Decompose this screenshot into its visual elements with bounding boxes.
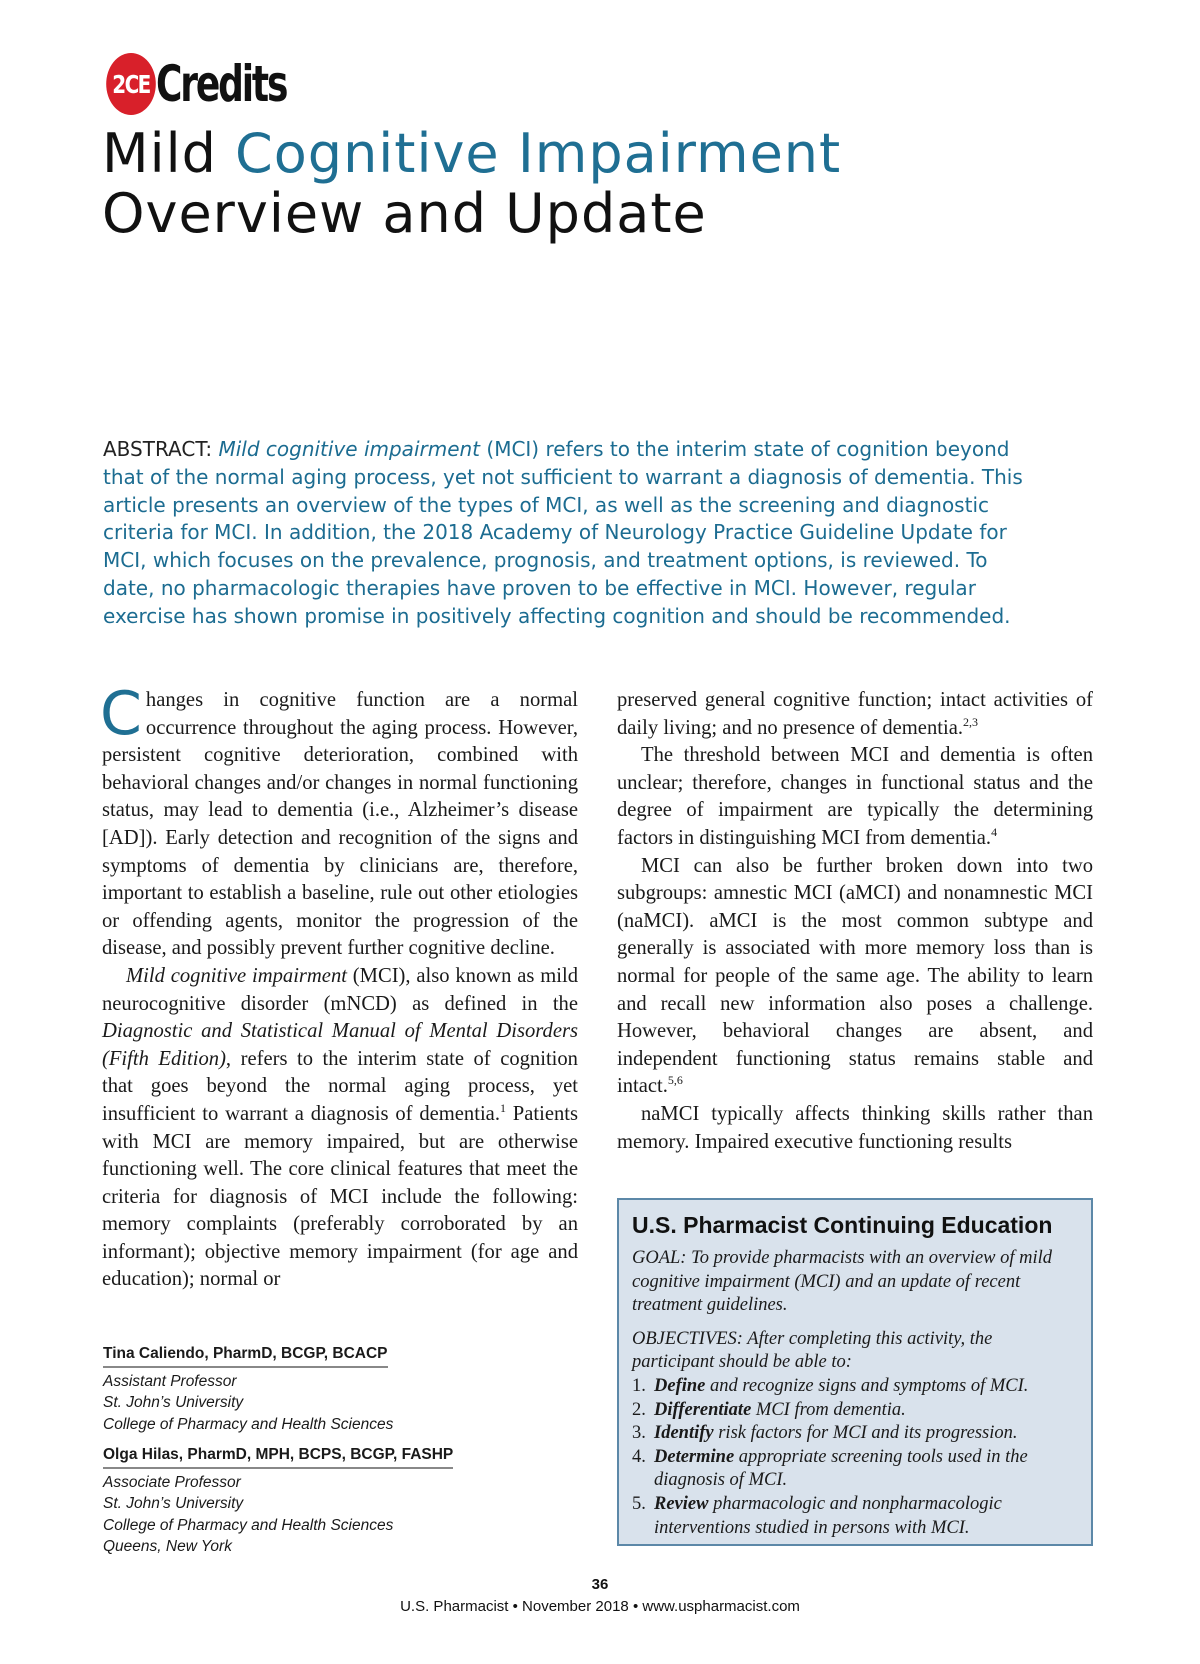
paragraph-subgroups	[617, 853, 1093, 1101]
author-affiliation-line: College of Pharmacy and Health Sciences	[103, 1516, 394, 1534]
citation: 1	[499, 1101, 506, 1116]
objective-text	[654, 1446, 1075, 1493]
paragraph-intro	[100, 679, 578, 963]
objectives-intro	[632, 1328, 1075, 1375]
ce-goal	[632, 1247, 1075, 1318]
paragraph-namci	[617, 1101, 1093, 1156]
article-title	[102, 124, 1102, 244]
abstract	[103, 436, 1043, 631]
p2-text-c: Patients with MCI are memory impaired, but are otherwise functioning well. The core clinical features that meet the criteria for diagnosis of MCI include the following: memory complaints (preferably corroborated by an informant); objective memory impairment (for age and education); normal or	[102, 1102, 578, 1291]
ce-badge: 2CE	[106, 53, 156, 115]
objective-text	[654, 1493, 1075, 1540]
objective-number: 5.	[632, 1493, 646, 1514]
objective-text	[654, 1399, 906, 1423]
objective-item	[632, 1422, 1075, 1446]
objective-rest: risk factors for MCI and its progression.	[713, 1423, 1018, 1444]
objective-rest: appropriate screening tools used in the diagnosis of MCI.	[654, 1446, 1028, 1491]
p2-text-b: , refers to the interim state of cognition that goes beyond the normal aging process, yet insufficient to warrant a diagnosis of dementia.	[102, 1047, 578, 1125]
citation: 2,3	[962, 714, 978, 729]
title-line1-highlight: Cognitive Impairment	[235, 122, 842, 185]
author-affiliation-line: Associate Professor	[103, 1473, 241, 1491]
title-line2: Overview and Update	[102, 182, 707, 245]
author-name: Tina Caliendo, PharmD, BCGP, BCACP	[103, 1343, 388, 1368]
objective-item	[632, 1375, 1075, 1399]
body-column-left	[100, 679, 578, 1294]
p4-text: The threshold between MCI and dementia is often unclear; therefore, changes in functional status and the degree of impairment are typically the determining factors in distinguishing MCI from dementia.	[617, 744, 1093, 849]
objective-number: 4.	[632, 1446, 646, 1467]
abstract-text: (MCI) refers to the interim state of cognition beyond that of the normal aging process, yet not sufficient to warrant a diagnosis of dementia. This article presents an overview of the types of MCI, as well as the screening and diagnostic criteria for MCI. In addition, the 2018 Academy of Neurology Practice Guideline Update for MCI, which focuses on the prevalence, prognosis, and treatment options, is reviewed. To date, no pharmacologic therapies have proven to be effective in MCI. However, regular exercise has shown promise in positively affecting cognition and should be recommended.	[103, 437, 1023, 628]
author-affiliation-line: St. John’s University	[103, 1394, 244, 1411]
objective-rest: and recognize signs and symptoms of MCI.	[705, 1375, 1029, 1396]
paragraph-intro-text: hanges in cognitive function are a normal occurrence throughout the aging process. However, persistent cognitive deterioration, combined with behavioral changes and/or changes in normal functioning status, may lead to dementia (i.e., Alzheimer’s disease [AD]). Early detection and recognition of the signs and symptoms of dementia by clinicians are, therefore, important to establish a baseline, rule out other etiologies or offending agents, monitor the progression of the disease, and possibly prevent further cognitive decline.	[102, 689, 578, 960]
objective-item	[632, 1493, 1075, 1540]
paragraph-mci-definition	[102, 963, 578, 1294]
term-mci: Mild cognitive impairment	[126, 964, 347, 987]
objective-number: 3.	[632, 1423, 646, 1444]
objective-verb: Differentiate	[654, 1399, 752, 1420]
objective-item	[632, 1399, 1075, 1423]
ce-heading: U.S. Pharmacist Continuing Education	[632, 1212, 1053, 1238]
p6-text: naMCI typically affects thinking skills rather than memory. Impaired executive functioning results	[617, 1102, 1093, 1153]
objectives-list	[632, 1375, 1075, 1540]
p2-text-a: (MCI), also known as mild neurocognitive disorder (mNCD) as defined in the	[102, 964, 578, 1015]
objective-verb: Review	[654, 1493, 709, 1514]
citation: 4	[991, 825, 998, 840]
goal-label	[632, 1248, 686, 1268]
author-affiliation-line: College of Pharmacy and Health Sciences	[103, 1415, 394, 1433]
p3-text: preserved general cognitive function; intact activities of daily living; and no presence of dementia.	[617, 689, 1093, 739]
dsm-title: Diagnostic and Statistical Manual of Mental Disorders (Fifth Edition)	[102, 1020, 578, 1070]
objective-verb: Determine	[654, 1446, 735, 1467]
ce-credits-logo	[100, 52, 337, 116]
author-entry	[103, 1343, 579, 1435]
objective-number: 1.	[632, 1375, 646, 1396]
abstract-term: Mild cognitive impairment	[218, 437, 481, 461]
p5-text: MCI can also be further broken down into two subgroups: amnestic MCI (aMCI) and nonamnestic MCI (naMCI). aMCI is the most common subtype and generally is associated with more memory loss than is normal for people of the same age. The ability to learn and recall new information also poses a challenge. However, behavioral changes are absent, and independent functioning status remains stable and intact.	[617, 854, 1093, 1098]
drop-cap: C	[100, 679, 142, 749]
objectives-label: OBJECTIVES:	[632, 1328, 743, 1349]
objective-verb: Identify	[654, 1423, 714, 1444]
author-entry	[103, 1444, 579, 1558]
objective-verb: Define	[654, 1375, 706, 1396]
author-affiliation-line: Queens, New York	[103, 1538, 232, 1555]
ce-info-box	[617, 1198, 1093, 1546]
author-block	[103, 1343, 579, 1567]
author-name: Olga Hilas, PharmD, MPH, BCPS, BCGP, FASHP	[103, 1444, 453, 1469]
footer-citation: U.S. Pharmacist • November 2018 • www.uspharmacist.com	[400, 1598, 800, 1615]
paragraph-continued	[617, 687, 1093, 742]
paragraph-threshold	[617, 742, 1093, 852]
title-line1-prefix: Mild	[102, 122, 236, 185]
citation: 5,6	[667, 1073, 683, 1088]
objective-number: 2.	[632, 1399, 646, 1420]
goal-text: To provide pharmacists with an overview of mild cognitive impairment (MCI) and an update of recent treatment guidelines.	[632, 1248, 1053, 1316]
objectives-intro-text: After completing this activity, the participant should be able to:	[632, 1328, 993, 1373]
ce-objectives	[632, 1328, 1075, 1540]
credits-wordmark: Credits	[156, 55, 287, 113]
body-column-right	[617, 687, 1093, 1156]
abstract-label: ABSTRACT:	[103, 437, 219, 461]
author-affiliation-line: Assistant Professor	[103, 1372, 237, 1390]
page-number: 36	[591, 1576, 609, 1593]
author-affiliation-line: St. John’s University	[103, 1495, 244, 1512]
objective-item	[632, 1446, 1075, 1493]
objective-rest: MCI from dementia.	[751, 1399, 906, 1420]
objective-rest: pharmacologic and nonpharmacologic interventions studied in persons with MCI.	[654, 1493, 1002, 1538]
objective-text	[654, 1375, 1028, 1399]
goal-label-text: GOAL:	[632, 1248, 687, 1268]
objective-text	[654, 1422, 1018, 1446]
